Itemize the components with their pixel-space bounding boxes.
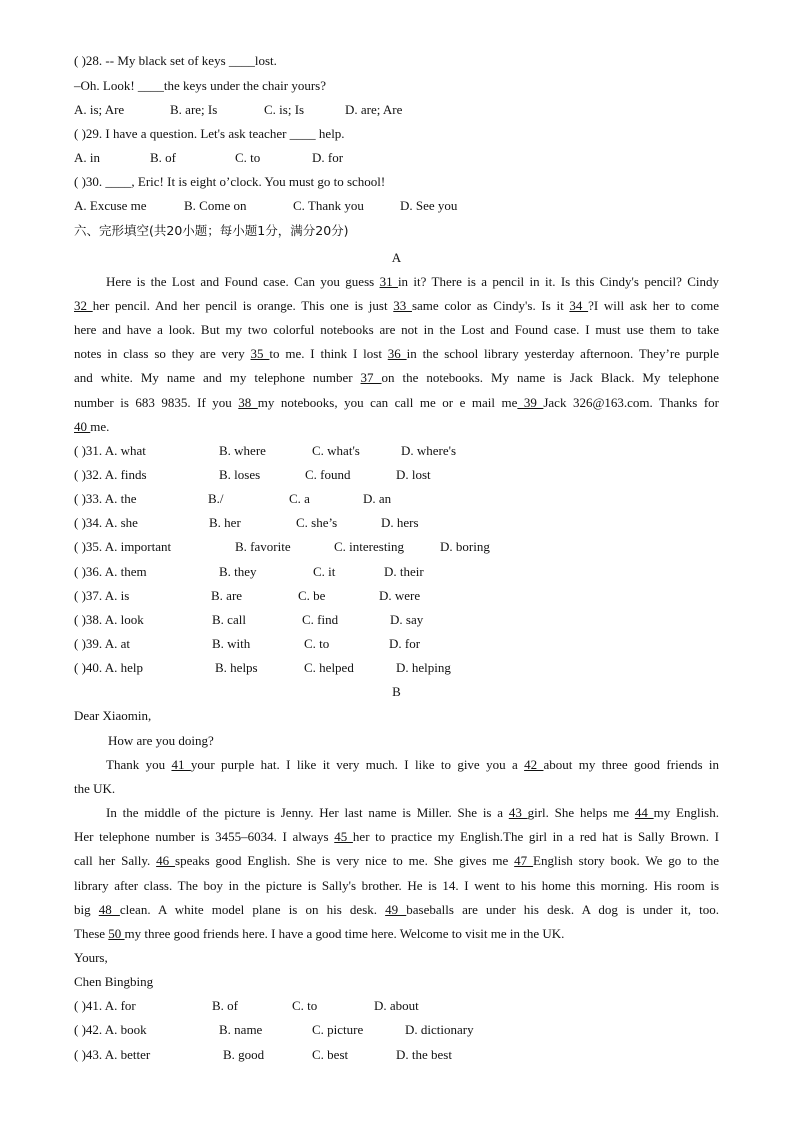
letter-line: call her Sally. 46 speaks good English. She is very nice to me. She gives me 47 English story book. We go to the [74,853,720,868]
question-28-options: A. is; Are B. are; Is C. is; Is D. are; Are [74,102,403,117]
passage-a-line: here and have a look. But my two colorful notebooks are not in the Lost and Found case. I must use them to take [74,322,719,337]
question-36: ( )36. A. them B. they C. it D. their [74,564,424,579]
question-42: ( )42. A. book B. name C. picture D. dictionary [74,1022,474,1037]
letter-greeting: Dear Xiaomin, [74,708,152,723]
letter-closing: Yours, [74,950,108,965]
question-32: ( )32. A. finds B. loses C. found D. lost [74,467,431,482]
question-37: ( )37. A. is B. are C. be D. were [74,588,421,603]
question-28: ( )28. -- My black set of keys ____lost. [74,53,277,68]
section-heading: 六、完形填空(共20小题；每小题1分，满分20分) [74,223,349,238]
passage-a-line: number is 683 9835. If you 38 my notebooks, you can call me or e mail me 39 Jack 326@163.com. Thanks for [74,395,719,410]
letter-line: Thank you 41 your purple hat. I like it very much. I like to give you a 42 about my three good friends in [106,757,720,772]
part-a-label: A [391,250,402,265]
part-b-label: B [392,684,401,699]
passage-a-line: 32 her pencil. And her pencil is orange. This one is just 33 same color as Cindy's. Is it 34 ?I will ask her to come [74,298,720,313]
letter-line: the UK. [74,781,116,796]
question-38: ( )38. A. look B. call C. find D. say [74,612,424,627]
question-43: ( )43. A. better B. good C. best D. the best [74,1047,452,1062]
question-35: ( )35. A. important B. favorite C. interesting D. boring [74,539,490,554]
passage-a-line: Here is the Lost and Found case. Can you guess 31 in it? There is a pencil in it. Is this Cindy's pencil? Cindy [106,274,719,289]
question-28-line2: –Oh. Look! ____the keys under the chair yours? [74,78,326,93]
letter-line: library after class. The boy in the picture is Sally's brother. He is 14. I went to his home this morning. His room is [74,878,719,893]
letter-line: These 50 my three good friends here. I have a good time here. Welcome to visit me in the UK. [74,926,565,941]
question-31: ( )31. A. what B. where C. what's D. where's [74,443,457,458]
question-30: ( )30. ____, Eric! It is eight o’clock. You must go to school! [74,174,386,189]
letter-line: How are you doing? [108,733,214,748]
letter-line: In the middle of the picture is Jenny. Her last name is Miller. She is a 43 girl. She helps me 44 my English. [106,805,719,820]
question-33: ( )33. A. the B./ C. a D. an [74,491,392,506]
letter-line: Her telephone number is 3455–6034. I always 45 her to practice my English.The girl in a red hat is Sally Brown. I [74,829,719,844]
question-40: ( )40. A. help B. helps C. helped D. helping [74,660,451,675]
question-34: ( )34. A. she B. her C. she’s D. hers [74,515,419,530]
letter-line: big 48 clean. A white model plane is on his desk. 49 baseballs are under his desk. A dog is under it, too. [74,902,720,917]
question-29-options: A. in B. of C. to D. for [74,150,344,165]
question-41: ( )41. A. for B. of C. to D. about [74,998,419,1013]
letter-signature: Chen Bingbing [74,974,154,989]
passage-a-line: notes in class so they are very 35 to me. I think I lost 36 in the school library yesterday afternoon. They’re purple [74,346,720,361]
question-30-options: A. Excuse me B. Come on C. Thank you D. See you [74,198,458,213]
question-39: ( )39. A. at B. with C. to D. for [74,636,421,651]
passage-a-line: and white. My name and my telephone number 37 on the notebooks. My name is Jack Black. My telephone [74,370,719,385]
passage-a-line: 40 me. [74,419,110,434]
question-29: ( )29. I have a question. Let's ask teacher ____ help. [74,126,345,141]
